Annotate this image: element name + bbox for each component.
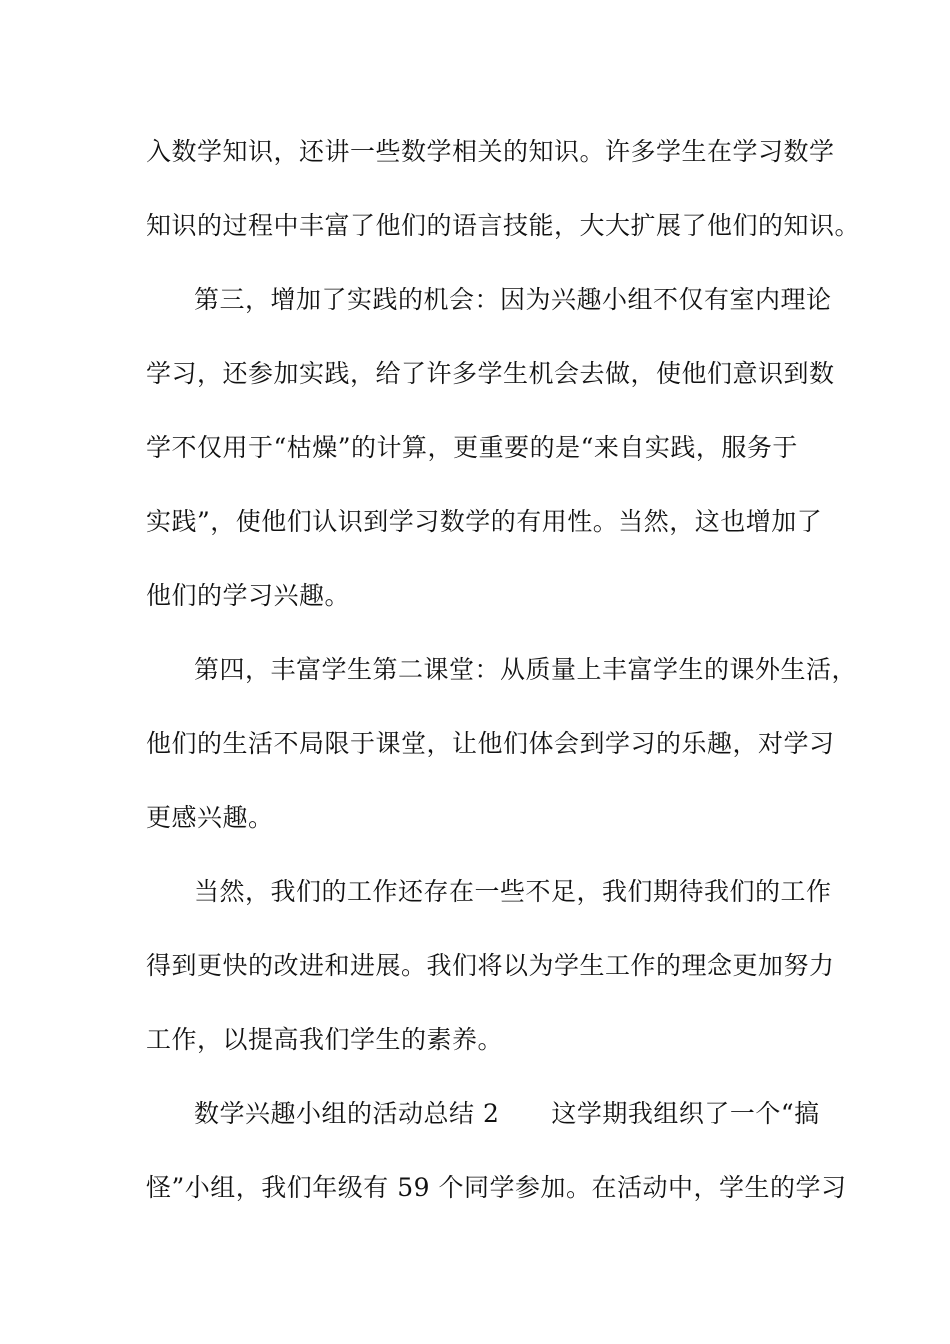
paragraph-line: 当然，我们的工作还存在一些不足，我们期待我们的工作 (194, 877, 832, 906)
paragraph-line: 知识的过程中丰富了他们的语言技能，大大扩展了他们的知识。 (146, 211, 861, 240)
paragraph-line: 工作，以提高我们学生的素养。 (146, 1025, 504, 1054)
paragraph-line: 他们的生活不局限于课堂，让他们体会到学习的乐趣，对学习 (146, 729, 835, 758)
paragraph-line: 第四，丰富学生第二课堂：从质量上丰富学生的课外生活， (194, 655, 858, 684)
paragraph-line: 学习，还参加实践，给了许多学生机会去做，使他们意识到数 (146, 359, 835, 388)
paragraph-line: 他们的学习兴趣。 (146, 581, 351, 610)
paragraph-line: 更感兴趣。 (146, 803, 274, 832)
paragraph-line: 怪”小组，我们年级有 59 个同学参加。在活动中，学生的学习 (146, 1173, 847, 1202)
paragraph-line: 得到更快的改进和进展。我们将以为学生工作的理念更加努力 (146, 951, 835, 980)
section-heading: 数学兴趣小组的活动总结 2 (194, 1099, 500, 1128)
paragraph-line: 学不仅用于“枯燥”的计算，更重要的是“来自实践，服务于 (146, 433, 798, 462)
paragraph-line: 第三，增加了实践的机会：因为兴趣小组不仅有室内理论 (194, 285, 832, 314)
section-heading-line (194, 1094, 874, 1134)
paragraph-start: 这学期我组织了一个“搞 (551, 1099, 820, 1128)
paragraph-line: 实践”，使他们认识到学习数学的有用性。当然，这也增加了 (146, 507, 823, 536)
paragraph-line: 入数学知识，还讲一些数学相关的知识。许多学生在学习数学 (146, 137, 835, 166)
